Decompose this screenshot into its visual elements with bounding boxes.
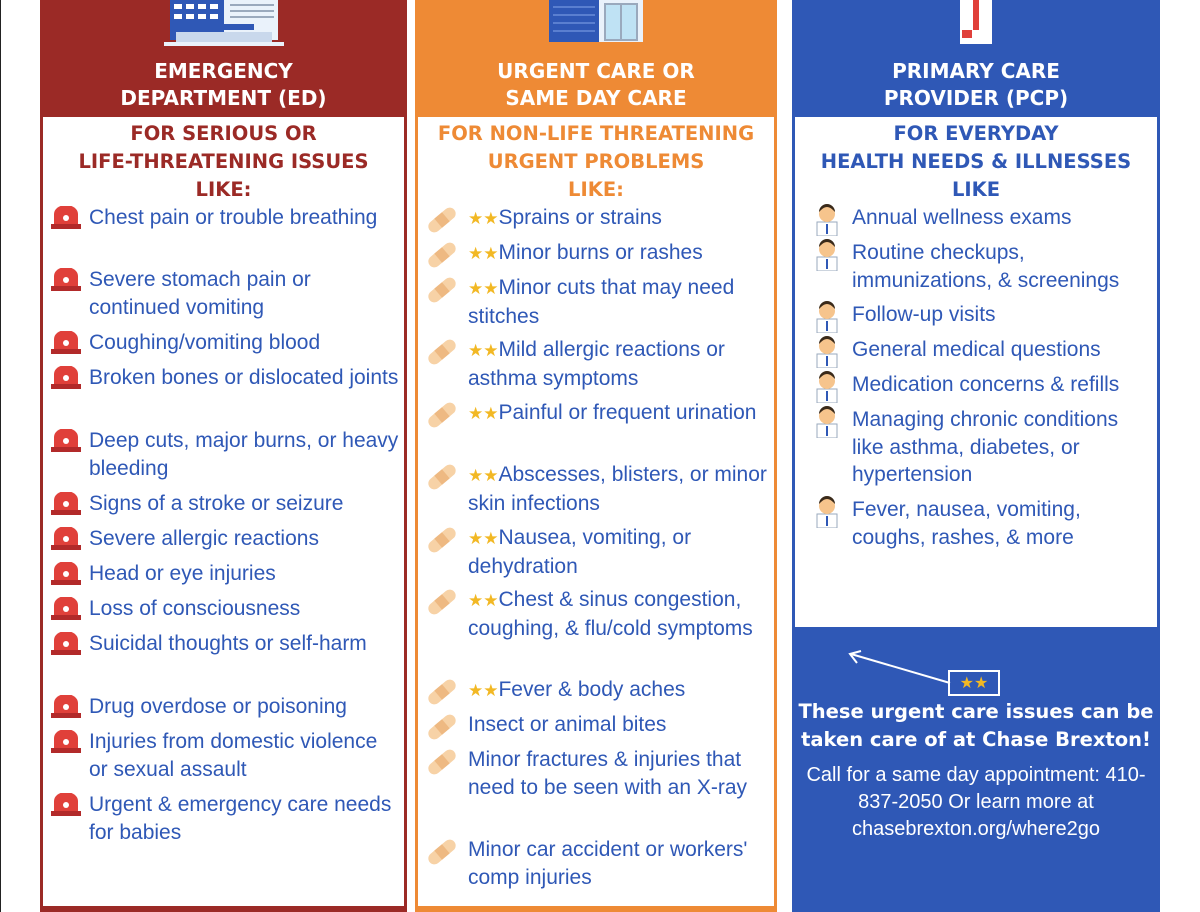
list-item-text: Routine checkups, immunizations, & screenings [852,241,1120,292]
list-item-text [468,336,772,392]
bandage-icon [424,397,460,433]
siren-icon [49,597,83,621]
star-mark: ★★ [468,404,499,423]
hospital-building-icon [154,0,294,48]
list-item-text [468,746,772,801]
list-item-text: Signs of a stroke or seizure [89,492,344,515]
list-item-text: Broken bones or dislocated joints [89,366,399,389]
uc-subhead: FOR NON-LIFE THREATENING URGENT PROBLEMS LIKE: [437,122,755,201]
list-item-text [468,836,772,891]
bandage-icon [424,459,460,495]
doctor-face-icon [813,494,841,528]
list-item-text [468,461,772,517]
list-item-text: Urgent & emergency care needs for babies [89,793,392,844]
siren-icon [49,632,83,656]
list-item-text: Coughing/vomiting blood [89,331,321,354]
siren-icon [49,492,83,516]
list-item-text: Loss of consciousness [89,597,301,620]
siren-icon [49,562,83,586]
list-item-text [468,586,772,642]
list-item-label: Abscesses, blisters, or minor skin infections [468,463,767,515]
list-item-text: Severe stomach pain or continued vomiting [89,268,311,319]
bandage-icon [424,237,460,273]
uc-title: URGENT CARE OR SAME DAY CARE [497,59,695,110]
doctor-face-icon [813,404,841,438]
list-item-label: Insect or animal bites [468,713,667,736]
list-item-label: Nausea, vomiting, or dehydration [468,526,692,578]
list-item-text: Managing chronic conditions like asthma, diabetes, or hypertension [852,408,1119,486]
siren-icon [49,429,83,453]
doctor-face-icon [813,299,841,333]
list-item-text: General medical questions [852,338,1101,361]
list-item-text: Head or eye injuries [89,562,276,585]
siren-icon [49,695,83,719]
list-item-label: Mild allergic reactions or asthma symptoms [468,338,725,390]
bandage-icon [424,584,460,620]
list-item-text [468,676,772,705]
pcp-subhead: FOR EVERYDAY HEALTH NEEDS & ILLNESSES LIKE [820,122,1132,201]
list-item-text: Fever, nausea, vomiting, coughs, rashes, & more [852,498,1081,549]
bandage-icon [424,522,460,558]
primary-care-column [792,0,1160,912]
list-item-label: Chest & sinus congestion, coughing, & flu/cold symptoms [468,588,753,640]
doctor-face-icon [813,369,841,403]
star-mark: ★★ [468,681,499,700]
list-item-text [468,239,772,268]
star-mark: ★★ [468,279,499,298]
star-mark: ★★ [468,466,499,485]
pcp-panel [795,117,1157,627]
star-mark: ★★ [468,341,499,360]
urgent-care-column [415,0,777,912]
note-headline: These urgent care issues can be taken care of at Chase Brexton! [798,700,1154,751]
list-item-label: Minor fractures & injuries that need to be seen with an X-ray [468,748,748,799]
bandage-icon [424,334,460,370]
list-item-text [468,399,772,428]
siren-icon [49,206,83,230]
uc-panel [418,117,774,906]
list-item-text: Medication concerns & refills [852,373,1120,396]
bandage-icon [424,709,460,745]
arrow-icon [847,650,952,686]
list-item-text [468,524,772,580]
list-item-text [468,204,772,233]
list-item-text: Annual wellness exams [852,206,1072,229]
star-mark: ★★ [468,244,499,263]
list-item-label: Painful or frequent urination [498,401,757,424]
page-edge [0,0,1,912]
doctor-face-icon [813,334,841,368]
star-mark: ★★ [468,591,499,610]
bandage-icon [424,202,460,238]
siren-icon [49,793,83,817]
siren-icon [49,268,83,292]
bandage-icon [424,834,460,870]
list-item-label: Fever & body aches [498,678,686,701]
siren-icon [49,366,83,390]
star-mark: ★★ [468,529,499,548]
list-item-text: Follow-up visits [852,303,996,326]
bandage-icon [424,744,460,780]
ed-panel [43,117,404,906]
doctor-icon [946,0,1006,44]
doctor-face-icon [813,237,841,271]
list-item-label: Minor cuts that may need stitches [468,276,735,328]
siren-icon [49,730,83,754]
list-item-text: Deep cuts, major burns, or heavy bleeding [89,429,399,480]
bandage-icon [424,674,460,710]
doctor-face-icon [813,202,841,236]
list-item-text: Injuries from domestic violence or sexual assault [89,730,378,781]
list-item-label: Minor burns or rashes [498,241,703,264]
list-item-text: Severe allergic reactions [89,527,319,550]
bandage-icon [424,272,460,308]
star-mark: ★★ [468,209,499,228]
list-item-text: Chest pain or trouble breathing [89,206,378,229]
pcp-title: PRIMARY CARE PROVIDER (PCP) [883,59,1069,110]
star-box: ★★ [948,670,1000,696]
siren-icon [49,331,83,355]
urgent-care-building-icon [531,0,661,44]
list-item-label: Sprains or strains [498,206,662,229]
list-item-label: Minor car accident or workers' comp injuries [468,838,748,889]
note-call-info: Call for a same day appointment: 410-837-2050 Or learn more at chasebrexton.org/where2go [806,764,1146,840]
list-item-text [468,274,772,330]
list-item-text: Suicidal thoughts or self-harm [89,632,367,655]
ed-title: EMERGENCY DEPARTMENT (ED) [120,59,327,110]
list-item-text: Drug overdose or poisoning [89,695,347,718]
emergency-department-column [40,0,407,912]
ed-subhead: FOR SERIOUS OR LIFE-THREATENING ISSUES LIKE: [78,122,369,201]
list-item-text [468,711,772,739]
siren-icon [49,527,83,551]
